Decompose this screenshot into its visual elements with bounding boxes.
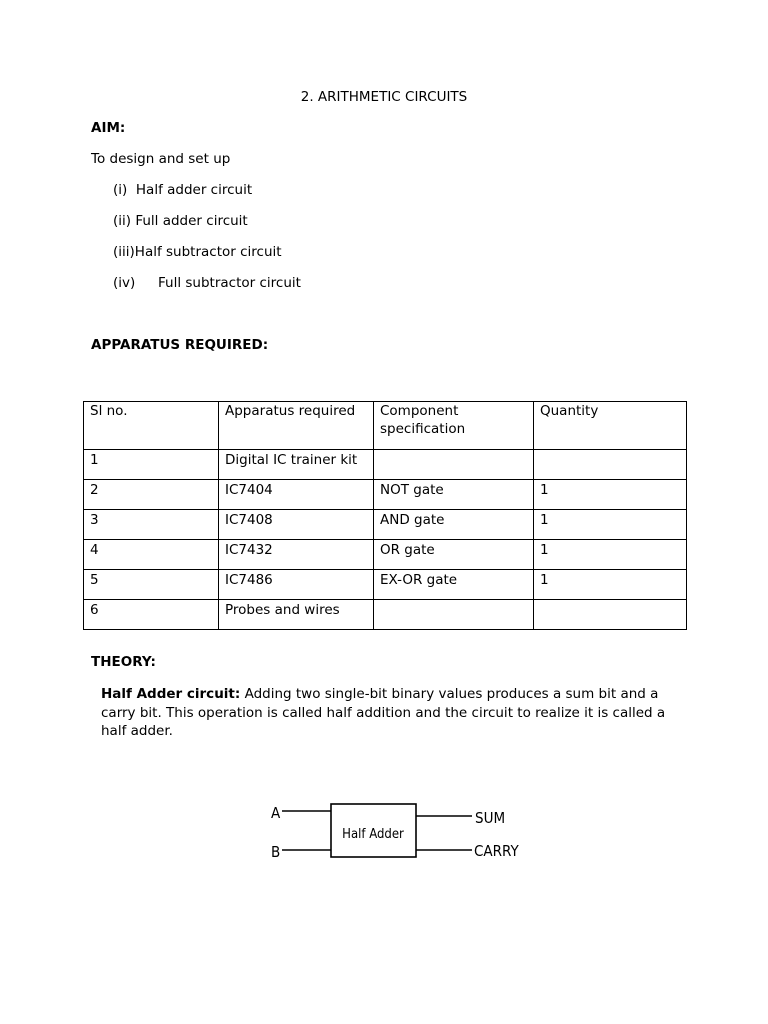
apparatus-heading: APPARATUS REQUIRED: xyxy=(91,337,269,353)
table-cell: 3 xyxy=(84,510,219,540)
column-header: Quantity xyxy=(534,402,687,450)
table-cell: NOT gate xyxy=(374,480,534,510)
theory-term: Half Adder circuit: xyxy=(101,686,241,702)
table-cell: 1 xyxy=(534,480,687,510)
aim-item xyxy=(113,275,301,291)
table-cell: IC7486 xyxy=(219,570,374,600)
column-header: Component specification xyxy=(374,402,534,450)
column-header: Apparatus required xyxy=(219,402,374,450)
input-a-label: A xyxy=(271,804,281,822)
aim-item-number: (iv) xyxy=(113,275,136,291)
sum-output-label: SUM xyxy=(475,809,506,827)
column-header: Sl no. xyxy=(84,402,219,450)
table-row xyxy=(84,480,687,510)
theory-heading: THEORY: xyxy=(91,654,156,670)
aim-item-text: Half adder circuit xyxy=(135,182,253,198)
table-cell: 1 xyxy=(534,540,687,570)
aim-item-text: Half subtractor circuit xyxy=(134,244,282,260)
table-row xyxy=(84,570,687,600)
table-header-row xyxy=(84,402,687,450)
half-adder-block-diagram xyxy=(260,795,530,870)
table-row xyxy=(84,600,687,630)
theory-paragraph xyxy=(101,685,691,741)
aim-intro: To design and set up xyxy=(91,151,231,167)
table-cell: EX-OR gate xyxy=(374,570,534,600)
carry-output-label: CARRY xyxy=(474,842,519,860)
table-cell xyxy=(534,600,687,630)
aim-item-text: Full subtractor circuit xyxy=(158,275,301,291)
block-label: Half Adder xyxy=(342,827,404,842)
aim-item xyxy=(113,244,282,260)
table-cell: Digital IC trainer kit xyxy=(219,450,374,480)
table-cell xyxy=(374,600,534,630)
table-row xyxy=(84,510,687,540)
table-cell: IC7404 xyxy=(219,480,374,510)
table-cell: IC7408 xyxy=(219,510,374,540)
table-cell: 1 xyxy=(534,570,687,600)
table-row xyxy=(84,540,687,570)
table-cell: 5 xyxy=(84,570,219,600)
table-cell: OR gate xyxy=(374,540,534,570)
page-title: 2. ARITHMETIC CIRCUITS xyxy=(300,89,468,105)
input-b-label: B xyxy=(271,843,281,861)
table-cell xyxy=(534,450,687,480)
aim-item xyxy=(113,213,248,229)
table-cell: Probes and wires xyxy=(219,600,374,630)
aim-heading: AIM: xyxy=(91,120,126,136)
table-cell: 1 xyxy=(84,450,219,480)
table-cell: 1 xyxy=(534,510,687,540)
aim-item-number: (iii) xyxy=(113,244,135,260)
table-cell: 6 xyxy=(84,600,219,630)
aim-item-number: (i) xyxy=(113,182,128,198)
aim-item xyxy=(113,182,252,198)
table-cell: 2 xyxy=(84,480,219,510)
table-row xyxy=(84,450,687,480)
aim-item-number: (ii) xyxy=(113,213,132,229)
apparatus-table xyxy=(83,401,687,630)
table-cell: IC7432 xyxy=(219,540,374,570)
theory-text: Adding two single-bit binary values produces a sum bit and a carry bit. This operation is called half addition and the circuit to realize it is called a half adder. xyxy=(101,686,666,739)
aim-item-text: Full adder circuit xyxy=(135,213,248,229)
table-cell: 4 xyxy=(84,540,219,570)
table-cell xyxy=(374,450,534,480)
table-cell: AND gate xyxy=(374,510,534,540)
